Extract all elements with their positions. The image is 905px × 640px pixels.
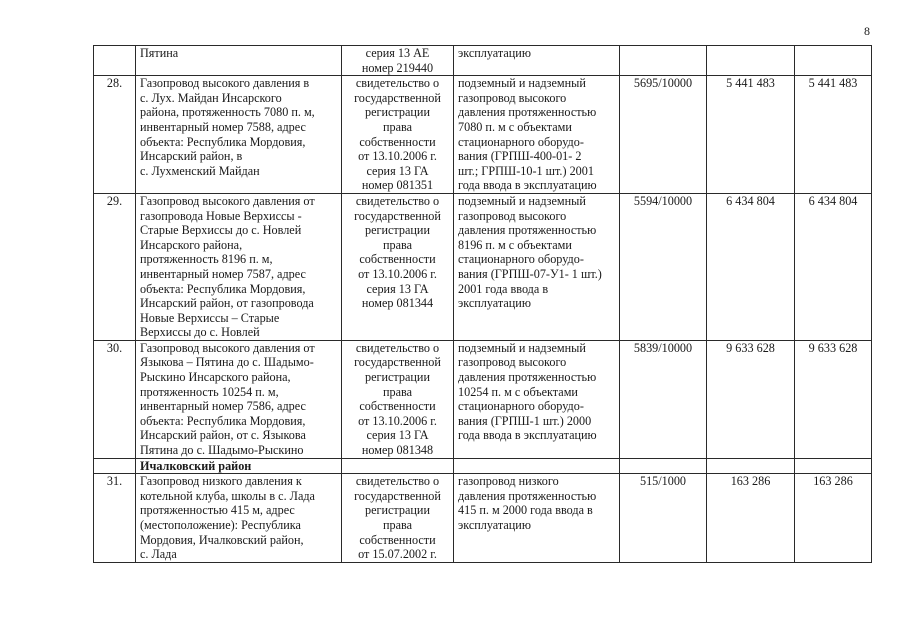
object-specification-line: вания (ГРПШ-400-01- 2 bbox=[458, 149, 582, 164]
section-empty-cell bbox=[454, 458, 620, 474]
table-row bbox=[94, 193, 872, 340]
row-number: 29. bbox=[94, 193, 136, 340]
registration-certificate-line: свидетельство о bbox=[355, 193, 440, 208]
ownership-share: 5594/10000 bbox=[620, 193, 707, 340]
value-column-1: 163 286 bbox=[707, 474, 795, 563]
registration-certificate-line: регистрации bbox=[365, 105, 430, 120]
registration-certificate-line: номер 081344 bbox=[361, 296, 434, 311]
object-description-line: Верхиссы до с. Новлей bbox=[140, 325, 260, 340]
object-description-line: Газопровод высокого давления от bbox=[140, 193, 315, 208]
registration-certificate-line: от 13.10.2006 г. bbox=[358, 266, 437, 281]
object-specification-line: стационарного оборудо- bbox=[458, 252, 584, 267]
registration-certificate-line: от 13.10.2006 г. bbox=[358, 413, 437, 428]
registration-certificate-line: от 15.07.2002 г. bbox=[358, 547, 437, 562]
object-description-line: Пятина до с. Шадымо-Рыскино bbox=[140, 443, 304, 458]
object-description-line: Инсарский район, от с. Языкова bbox=[140, 428, 306, 443]
object-description-line: Инсарский район, от газопровода bbox=[140, 296, 314, 311]
registration-certificate-line: регистрации bbox=[365, 503, 430, 518]
registration-certificate-line: свидетельство о bbox=[355, 474, 440, 489]
registration-certificate-line: номер 081351 bbox=[361, 178, 434, 193]
object-specification-line: давления протяженностью bbox=[458, 105, 597, 120]
registration-certificate-line: собственности bbox=[359, 252, 436, 267]
object-specification-line: 8196 п. м с объектами bbox=[458, 237, 572, 252]
ownership-share: 5839/10000 bbox=[620, 340, 707, 458]
table-row bbox=[94, 474, 872, 563]
object-description-line: протяженностью 415 м, адрес bbox=[140, 503, 295, 518]
object-description-line: с. Лухменский Майдан bbox=[140, 163, 260, 178]
registration-certificate-line: права bbox=[382, 119, 413, 134]
object-specification-line: года ввода в эксплуатацию bbox=[458, 178, 597, 193]
registration-certificate-line: серия 13 ГА bbox=[366, 281, 429, 296]
object-description-line: Рыскино Инсарского района, bbox=[140, 370, 291, 385]
object-description-line: Инсарский район, в bbox=[140, 149, 243, 164]
object-specification bbox=[454, 474, 620, 563]
registration-certificate-line: государственной bbox=[354, 355, 441, 370]
object-specification-line: 7080 п. м с объектами bbox=[458, 119, 572, 134]
row-number: 30. bbox=[94, 340, 136, 458]
object-specification bbox=[454, 46, 620, 76]
object-specification-line: эксплуатацию bbox=[458, 518, 531, 532]
object-description-line: Газопровод высокого давления от bbox=[140, 340, 315, 355]
registration-certificate-line: от 13.10.2006 г. bbox=[358, 149, 437, 164]
object-specification-line: 2001 года ввода в bbox=[458, 281, 549, 296]
object-description-line: газопровода Новые Верхиссы - bbox=[140, 208, 302, 223]
object-specification-line: стационарного оборудо- bbox=[458, 399, 584, 414]
registration-certificate-line: свидетельство о bbox=[355, 76, 440, 91]
registration-certificate bbox=[342, 474, 454, 563]
object-specification-line: стационарного оборудо- bbox=[458, 134, 584, 149]
registration-certificate bbox=[342, 46, 454, 76]
object-specification-line: вания (ГРПШ-1 шт.) 2000 bbox=[458, 413, 592, 428]
object-description bbox=[136, 474, 342, 563]
registration-certificate-line: права bbox=[382, 518, 413, 532]
registration-certificate-line: государственной bbox=[354, 90, 441, 105]
row-number: 31. bbox=[94, 474, 136, 563]
registration-certificate-line: регистрации bbox=[365, 370, 430, 385]
section-title: Ичалковский район bbox=[136, 458, 342, 474]
registration-certificate bbox=[342, 193, 454, 340]
object-specification-line: давления протяженностью bbox=[458, 370, 597, 385]
object-specification-line: газопровод высокого bbox=[458, 355, 567, 370]
object-specification-line: давления протяженностью bbox=[458, 488, 597, 503]
object-description bbox=[136, 46, 342, 76]
object-specification bbox=[454, 340, 620, 458]
registration-certificate-line: серия 13 АЕ bbox=[365, 46, 430, 60]
object-specification-line: газопровод высокого bbox=[458, 208, 567, 223]
object-description-line: Пятина bbox=[140, 46, 179, 60]
object-specification-line: подземный и надземный bbox=[458, 76, 586, 91]
object-specification-line: газопровод высокого bbox=[458, 90, 567, 105]
row-number bbox=[94, 46, 136, 76]
object-description-line: объекта: Республика Мордовия, bbox=[140, 281, 306, 296]
object-specification-line: газопровод низкого bbox=[458, 474, 559, 489]
object-specification-line: 10254 п. м с объектами bbox=[458, 384, 578, 399]
value-column-1: 5 441 483 bbox=[707, 76, 795, 194]
object-specification-line: давления протяженностью bbox=[458, 223, 597, 238]
object-description-line: инвентарный номер 7587, адрес bbox=[140, 266, 306, 281]
value-column-2: 5 441 483 bbox=[795, 76, 872, 194]
registration-certificate-line: государственной bbox=[354, 488, 441, 503]
object-description-line: котельной клуба, школы в с. Лада bbox=[140, 488, 315, 503]
registration-certificate-line: права bbox=[382, 384, 413, 399]
object-description-line: с. Лух. Майдан Инсарского bbox=[140, 90, 282, 105]
object-description bbox=[136, 340, 342, 458]
ownership-share bbox=[620, 46, 707, 76]
section-empty-cell bbox=[342, 458, 454, 474]
value-column-2: 9 633 628 bbox=[795, 340, 872, 458]
object-description-line: Газопровод низкого давления к bbox=[140, 474, 302, 489]
value-column-2: 163 286 bbox=[795, 474, 872, 563]
ownership-share: 5695/10000 bbox=[620, 76, 707, 194]
object-specification-line: эксплуатацию bbox=[458, 46, 531, 60]
value-column-2: 6 434 804 bbox=[795, 193, 872, 340]
registration-certificate-line: собственности bbox=[359, 134, 436, 149]
registration-certificate-line: собственности bbox=[359, 532, 436, 547]
registration-certificate-line: регистрации bbox=[365, 223, 430, 238]
registration-certificate-line: собственности bbox=[359, 399, 436, 414]
value-column-2 bbox=[795, 46, 872, 76]
object-specification bbox=[454, 193, 620, 340]
object-description-line: объекта: Республика Мордовия, bbox=[140, 134, 306, 149]
object-description-line: Инсарского района, bbox=[140, 237, 243, 252]
property-registry-table bbox=[93, 45, 872, 563]
value-column-1 bbox=[707, 46, 795, 76]
registration-certificate-line: свидетельство о bbox=[355, 340, 440, 355]
object-description bbox=[136, 76, 342, 194]
object-description-line: протяженность 8196 п. м, bbox=[140, 252, 273, 267]
object-specification-line: шт.; ГРПШ-10-1 шт.) 2001 bbox=[458, 163, 594, 178]
section-empty-cell bbox=[795, 458, 872, 474]
value-column-1: 6 434 804 bbox=[707, 193, 795, 340]
object-description-line: Газопровод высокого давления в bbox=[140, 76, 310, 91]
table-row bbox=[94, 46, 872, 76]
object-description-line: района, протяженность 7080 п. м, bbox=[140, 105, 315, 120]
object-specification-line: эксплуатацию bbox=[458, 296, 531, 311]
object-description bbox=[136, 193, 342, 340]
object-description-line: протяженность 10254 п. м, bbox=[140, 384, 279, 399]
object-description-line: Новые Верхиссы – Старые bbox=[140, 310, 280, 325]
object-specification-line: подземный и надземный bbox=[458, 340, 586, 355]
registration-certificate-line: номер 219440 bbox=[361, 60, 434, 75]
ownership-share: 515/1000 bbox=[620, 474, 707, 563]
object-description-line: Старые Верхиссы до с. Новлей bbox=[140, 223, 302, 238]
section-empty-cell bbox=[707, 458, 795, 474]
object-specification-line: вания (ГРПШ-07-У1- 1 шт.) bbox=[458, 266, 602, 281]
value-column-1: 9 633 628 bbox=[707, 340, 795, 458]
object-description-line: с. Лада bbox=[140, 547, 177, 562]
registration-certificate bbox=[342, 340, 454, 458]
registration-certificate-line: номер 081348 bbox=[361, 443, 434, 458]
object-specification-line: года ввода в эксплуатацию bbox=[458, 428, 597, 443]
registration-certificate-line: права bbox=[382, 237, 413, 252]
object-description-line: инвентарный номер 7586, адрес bbox=[140, 399, 306, 414]
table-row bbox=[94, 76, 872, 194]
registration-certificate-line: серия 13 ГА bbox=[366, 163, 429, 178]
object-description-line: инвентарный номер 7588, адрес bbox=[140, 119, 306, 134]
object-specification-line: подземный и надземный bbox=[458, 193, 586, 208]
row-number: 28. bbox=[94, 76, 136, 194]
registration-certificate-line: государственной bbox=[354, 208, 441, 223]
section-header-row bbox=[94, 458, 872, 474]
object-specification bbox=[454, 76, 620, 194]
object-description-line: Языкова – Пятина до с. Шадымо- bbox=[140, 355, 314, 370]
object-description-line: объекта: Республика Мордовия, bbox=[140, 413, 306, 428]
registration-certificate-line: серия 13 ГА bbox=[366, 428, 429, 443]
section-empty-cell bbox=[620, 458, 707, 474]
table-row bbox=[94, 340, 872, 458]
page-number: 8 bbox=[864, 24, 870, 38]
object-description-line: Мордовия, Ичалковский район, bbox=[140, 532, 304, 547]
object-specification-line: 415 п. м 2000 года ввода в bbox=[458, 503, 593, 518]
registration-certificate bbox=[342, 76, 454, 194]
section-number-cell bbox=[94, 458, 136, 474]
object-description-line: (местоположение): Республика bbox=[140, 518, 301, 532]
